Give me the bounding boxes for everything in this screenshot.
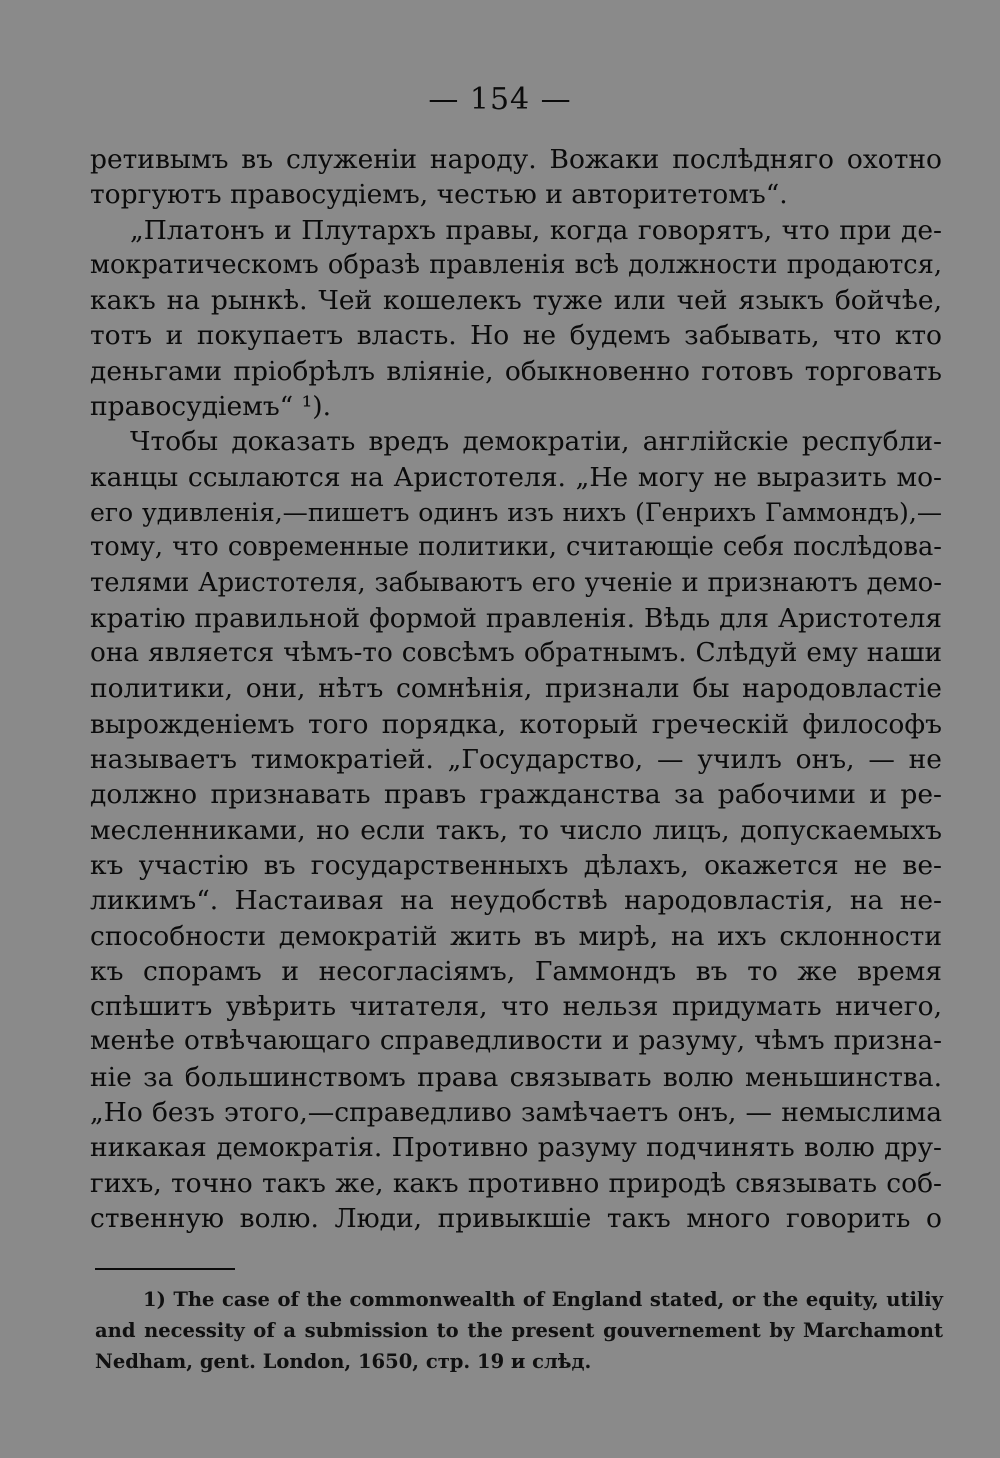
footnote-line: [95, 1284, 943, 1315]
text-line: „Платонъ и Плутархъ правы, когда говорятъ, что при де-: [130, 214, 942, 246]
text-line: торгуютъ правосудіемъ, честью и авторитетомъ“.: [90, 179, 788, 211]
text-line: къ участію въ государственныхъ дѣлахъ, окажется не ве-: [90, 849, 942, 881]
text-line: должно признавать правъ гражданства за рабочими и ре-: [90, 779, 942, 811]
text-line: ретивымъ въ служеніи народу. Вожаки послѣдняго охотно: [90, 144, 942, 175]
page-number: — 154 —: [428, 82, 572, 117]
text-line: какъ на рынкѣ. Чей кошелекъ туже или чей языкъ бойчѣе,: [90, 285, 942, 317]
text-line: телями Аристотеля, забываютъ его ученіе и признаютъ демо-: [90, 567, 942, 598]
text-line: ликимъ“. Настаивая на неудобствѣ народовластія, на не-: [90, 885, 942, 917]
text-line: политики, они, нѣтъ сомнѣнія, признали бы народовластіе: [90, 673, 942, 705]
text-line: менѣе отвѣчающаго справедливости и разуму, чѣмъ призна-: [90, 1026, 942, 1057]
text-line: деньгами пріобрѣлъ вліяніе, обыкновенно готовъ торговать: [90, 355, 942, 387]
footnote-divider: [95, 1268, 235, 1270]
text-line: тотъ и покупаетъ власть. Но не будемъ забывать, что кто: [90, 320, 942, 352]
footnote: [95, 1284, 943, 1377]
text-line: кратію правильной формой правленія. Вѣдь для Аристотеля: [90, 602, 942, 634]
footnote-line: Nedham, gent. London, 1650, стр. 19 и слѣд.: [95, 1350, 592, 1373]
text-line: называетъ тимократіей. „Государство, — училъ онъ, — не: [90, 744, 942, 776]
text-line: его удивленія,—пишетъ одинъ изъ нихъ (Генрихъ Гаммондъ),—: [90, 497, 942, 527]
text-line: къ спорамъ и несогласіямъ, Гаммондъ въ то же время: [90, 955, 942, 987]
text-line: способности демократій жить въ мирѣ, на ихъ склонности: [90, 920, 942, 952]
text-line: канцы ссылаются на Аристотеля. „Не могу не выразить мо-: [90, 461, 942, 493]
footnote-marker: 1): [143, 1288, 166, 1311]
footnote-line: and necessity of a submission to the present gouvernement by Marchamont: [95, 1319, 943, 1342]
text-line: месленниками, но если такъ, то число лицъ, допускаемыхъ: [90, 814, 942, 846]
text-line: ніе за большинствомъ права связывать волю меньшинства.: [90, 1061, 942, 1093]
text-line: правосудіемъ“ ¹).: [90, 391, 332, 423]
text-line: гихъ, точно такъ же, какъ противно природѣ связывать соб-: [90, 1167, 942, 1199]
text-line: она является чѣмъ-то совсѣмъ обратнымъ. Слѣдуй ему наши: [90, 638, 942, 669]
text-line: „Но безъ этого,—справедливо замѣчаетъ онъ, — немыслима: [90, 1097, 942, 1129]
text-line: спѣшитъ увѣрить читателя, что нельзя придумать ничего,: [90, 991, 942, 1023]
text-line: тому, что современные политики, считающіе себя послѣдова-: [90, 532, 942, 563]
text-line: никакая демократія. Противно разуму подчинять волю дру-: [90, 1132, 942, 1164]
text-line: мократическомъ образѣ правленія всѣ должности продаются,: [90, 249, 942, 280]
footnote-text: The case of the commonwealth of England stated, or the equity, utiliy: [173, 1288, 944, 1311]
body-text: [90, 142, 942, 1236]
text-line: вырожденіемъ того порядка, который греческій философъ: [90, 708, 942, 740]
text-line: Чтобы доказать вредъ демократіи, англійскіе республи-: [130, 426, 942, 458]
text-line: ственную волю. Люди, привыкшіе такъ много говорить о: [90, 1202, 942, 1234]
